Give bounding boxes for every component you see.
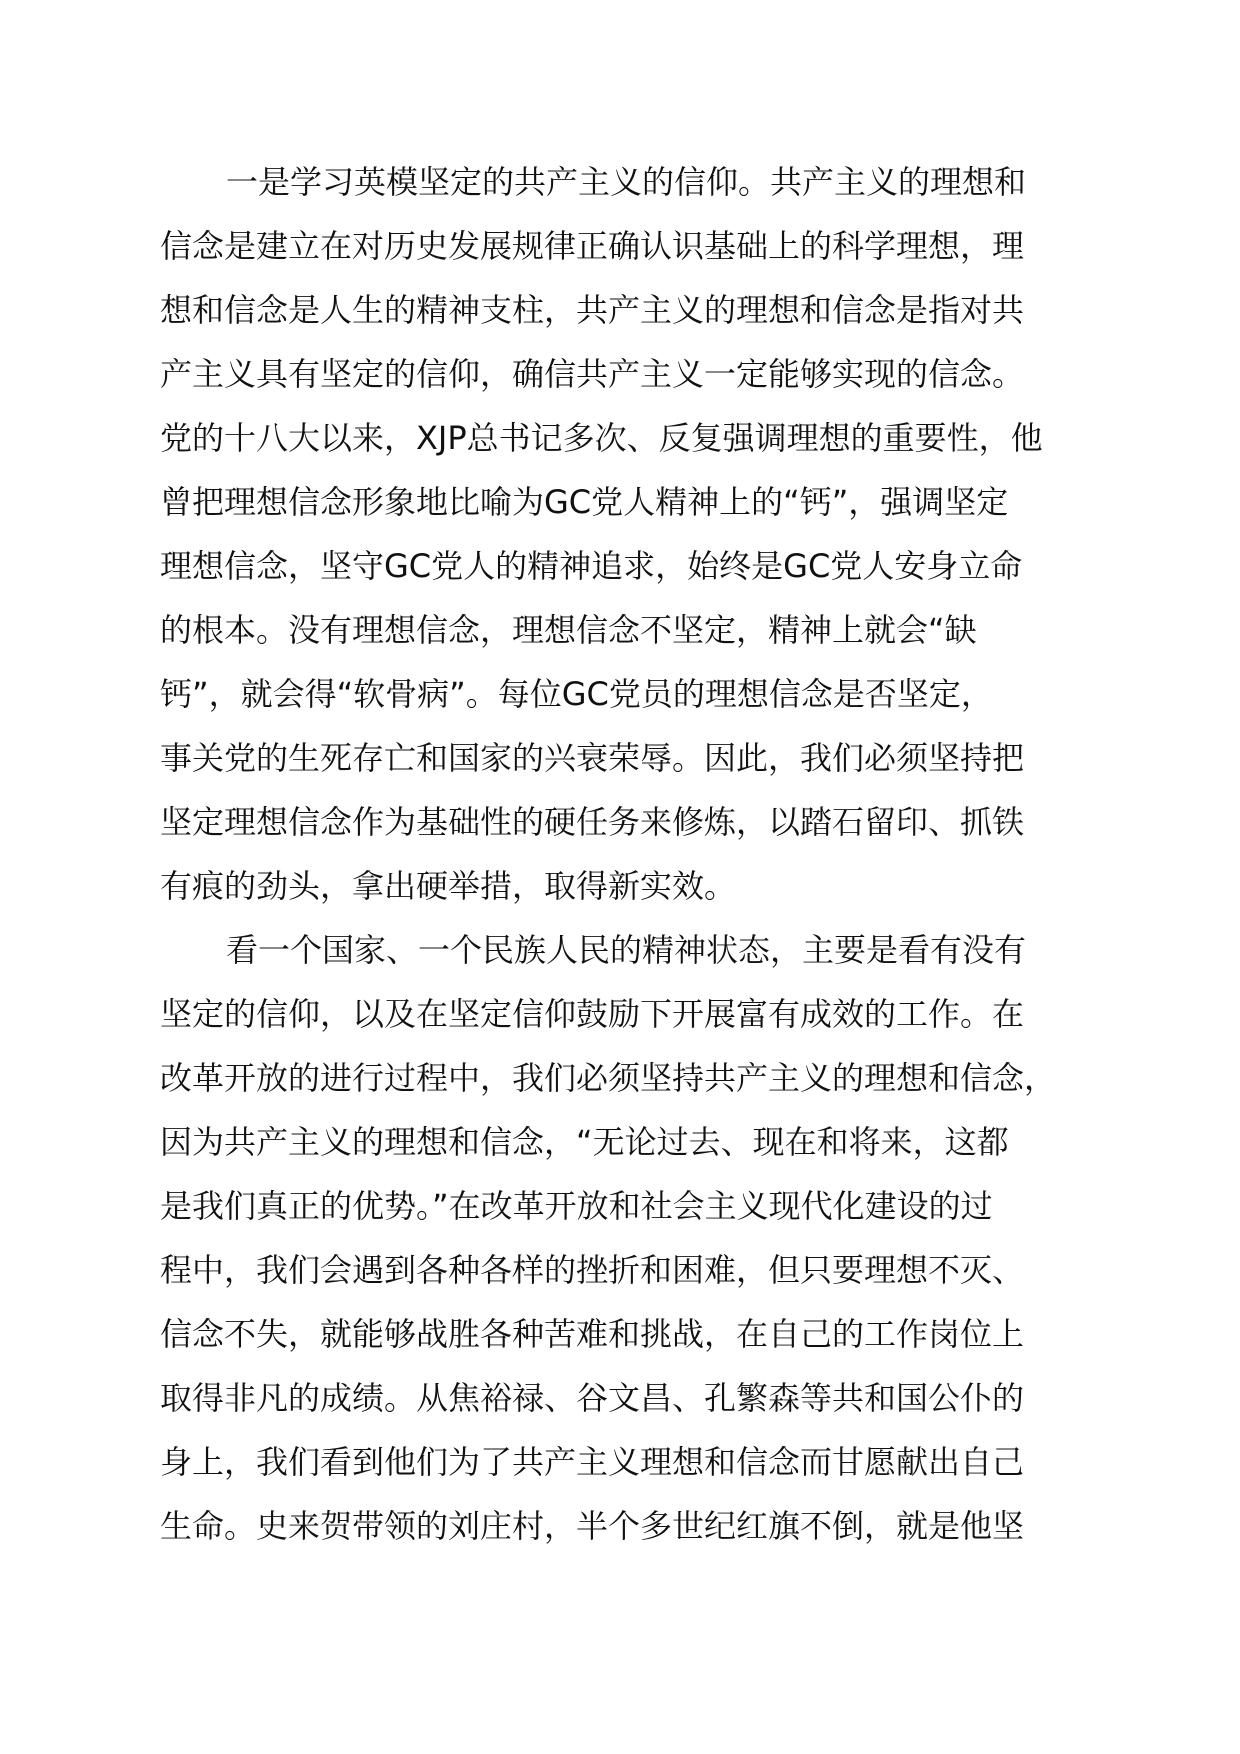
text-line: 信念不失，就能够战胜各种苦难和挑战，在自己的工作岗位上 <box>160 1315 1025 1353</box>
text-line: 想和信念是人生的精神支柱，共产主义的理想和信念是指对共 <box>160 291 1025 329</box>
text-line: 党的十八大以来，XJP总书记多次、反复强调理想的重要性，他 <box>160 419 1043 457</box>
text-line: 事关党的生死存亡和国家的兴衰荣辱。因此，我们必须坚持把 <box>160 739 1025 777</box>
text-line: 看一个国家、一个民族人民的精神状态，主要是看有没有 <box>226 931 1027 969</box>
text-line: 曾把理想信念形象地比喻为GC党人精神上的“钙”，强调坚定 <box>160 483 1009 521</box>
text-line: 生命。史来贺带领的刘庄村，半个多世纪红旗不倒，就是他坚 <box>160 1507 1025 1545</box>
text-line: 产主义具有坚定的信仰，确信共产主义一定能够实现的信念。 <box>160 355 1025 393</box>
text-line: 的根本。没有理想信念，理想信念不坚定，精神上就会“缺 <box>160 611 977 649</box>
text-line: 坚定理想信念作为基础性的硬任务来修炼，以踏石留印、抓铁 <box>160 803 1025 841</box>
text-line: 信念是建立在对历史发展规律正确认识基础上的科学理想，理 <box>160 227 1025 265</box>
text-line: 因为共产主义的理想和信念，“无论过去、现在和将来，这都 <box>160 1123 1009 1161</box>
text-line: 有痕的劲头，拿出硬举措，取得新实效。 <box>160 867 737 905</box>
text-line: 理想信念，坚守GC党人的精神追求，始终是GC党人安身立命 <box>160 547 1023 585</box>
text-line: 是我们真正的优势。”在改革开放和社会主义现代化建设的过 <box>160 1187 993 1225</box>
text-line: 坚定的信仰，以及在坚定信仰鼓励下开展富有成效的工作。在 <box>160 995 1025 1033</box>
text-line: 身上，我们看到他们为了共产主义理想和信念而甘愿献出自己 <box>160 1443 1025 1481</box>
text-line: 一是学习英模坚定的共产主义的信仰。共产主义的理想和 <box>226 163 1027 201</box>
text-line: 取得非凡的成绩。从焦裕禄、谷文昌、孔繁森等共和国公仆的 <box>160 1379 1025 1417</box>
text-line: 改革开放的进行过程中，我们必须坚持共产主义的理想和信念， <box>160 1059 1057 1097</box>
text-line: 钙”，就会得“软骨病”。每位GC党员的理想信念是否坚定， <box>160 675 993 713</box>
text-line: 程中，我们会遇到各种各样的挫折和困难，但只要理想不灭、 <box>160 1251 1025 1289</box>
